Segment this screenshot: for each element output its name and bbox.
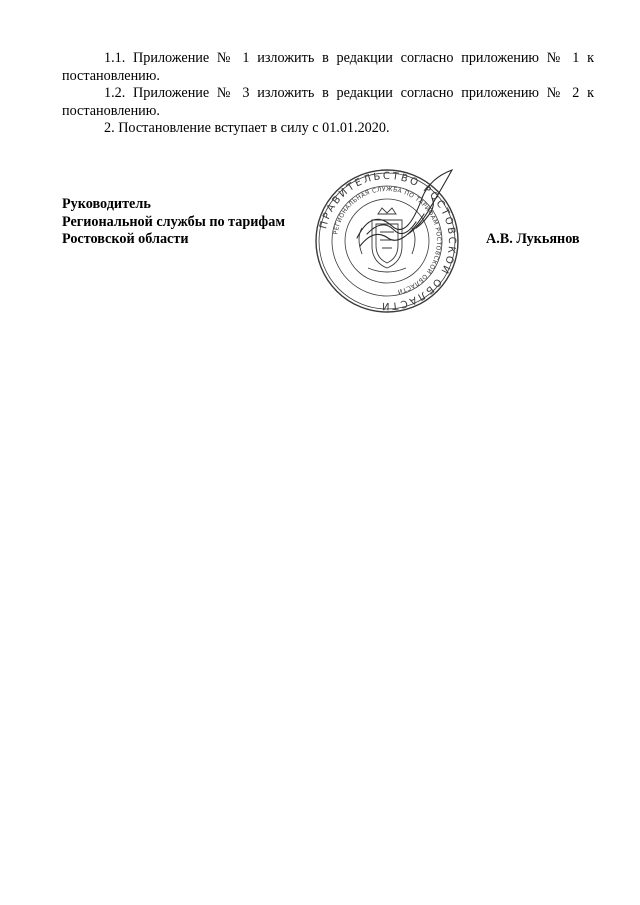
document-body [62, 50, 594, 138]
seal-inner-text: РЕГИОНАЛЬНАЯ СЛУЖБА ПО ТАРИФАМ РОСТОВСКОЙ ОБЛАСТИ [332, 185, 443, 295]
position-line-2: Региональной службы по тарифам [62, 213, 286, 230]
signatory-name: А.В. Лукьянов [486, 231, 580, 247]
paragraph-1-1: 1.1. Приложение № 1 изложить в редакции согласно приложению № 1 к постановлению. [62, 50, 594, 84]
seal-outer-text: ПРАВИТЕЛЬСТВО РОСТОВСКОЙ ОБЛАСТИ [318, 170, 458, 312]
position-line-3: Ростовской области [62, 231, 189, 248]
paragraph-2: 2. Постановление вступает в силу с 01.01.2020. [104, 120, 390, 137]
paragraph-1-2: 1.2. Приложение № 3 изложить в редакции согласно приложению № 2 к постановлению. [62, 85, 594, 119]
position-line-1: Руководитель [62, 196, 151, 212]
official-seal-stamp [312, 168, 462, 314]
signatory-position [62, 196, 285, 249]
coat-of-arms-icon [359, 208, 415, 272]
